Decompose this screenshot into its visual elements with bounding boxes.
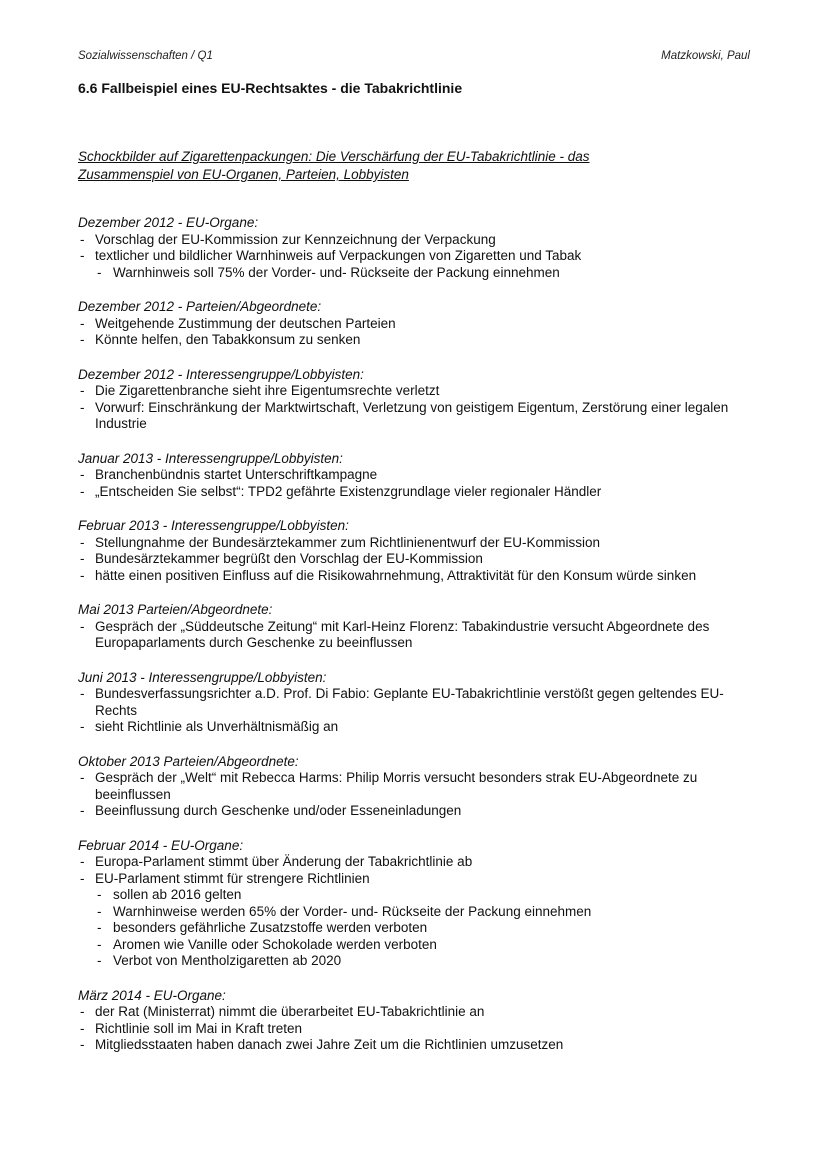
document-subtitle	[78, 148, 718, 184]
list-item: - Bundesverfassungsrichter a.D. Prof. Di Fabio: Geplante EU-Tabakrichtlinie verstößt gegen geltendes EU-Rechts	[78, 686, 758, 719]
header-author: Matzkowski, Paul	[661, 50, 750, 62]
list-item: - EU-Parlament stimmt für strengere Richtlinien	[78, 871, 758, 888]
list-item: - Könnte helfen, den Tabakkonsum zu senken	[78, 332, 758, 349]
header-subject: Sozialwissenschaften / Q1	[78, 50, 213, 62]
bullet-list	[78, 854, 758, 970]
section-jan-2013-lobbyists	[78, 451, 758, 501]
sub-list-item: - besonders gefährliche Zusatzstoffe werden verboten	[78, 920, 758, 937]
timeline-content	[78, 215, 758, 1072]
section-oct-2013-parties	[78, 754, 758, 820]
section-mar-2014-eu-organs	[78, 988, 758, 1054]
list-item: - „Entscheiden Sie selbst“: TPD2 gefährte Existenzgrundlage vieler regionaler Händler	[78, 484, 758, 501]
list-item: - sieht Richtlinie als Unverhältnismäßig an	[78, 719, 758, 736]
bullet-list	[78, 232, 758, 282]
list-item: - Mitgliedsstaaten haben danach zwei Jahre Zeit um die Richtlinien umzusetzen	[78, 1037, 758, 1054]
bullet-list	[78, 1004, 758, 1054]
section-heading: Dezember 2012 - EU-Organe:	[78, 215, 259, 230]
section-dec-2012-eu-organs	[78, 215, 758, 281]
bullet-list	[78, 686, 758, 736]
section-jun-2013-lobbyists	[78, 670, 758, 736]
bullet-list	[78, 535, 758, 585]
bullet-list	[78, 316, 758, 349]
section-dec-2012-parties	[78, 299, 758, 349]
section-heading: Dezember 2012 - Interessengruppe/Lobbyisten:	[78, 366, 364, 382]
list-item: - Branchenbündnis startet Unterschriftkampagne	[78, 467, 758, 484]
list-item: - Richtlinie soll im Mai in Kraft treten	[78, 1021, 758, 1038]
list-item: - Stellungnahme der Bundesärztekammer zum Richtlinienentwurf der EU-Kommission	[78, 535, 758, 552]
list-item: - hätte einen positiven Einfluss auf die Risikowahrnehmung, Attraktivität für den Konsum würde sinken	[78, 568, 758, 585]
section-heading: Mai 2013 Parteien/Abgeordnete:	[78, 602, 273, 617]
section-heading: Januar 2013 - Interessengruppe/Lobbyisten:	[78, 450, 343, 466]
list-item: - Weitgehende Zustimmung der deutschen Parteien	[78, 316, 758, 333]
sub-list-item: - Warnhinweis soll 75% der Vorder- und- Rückseite der Packung einnehmen	[78, 265, 758, 282]
section-heading: Februar 2014 - EU-Organe:	[78, 837, 244, 853]
sub-list-item: - Verbot von Mentholzigaretten ab 2020	[78, 953, 758, 970]
section-may-2013-parties	[78, 602, 758, 652]
subtitle-line-2: Zusammenspiel von EU-Organen, Parteien, Lobbyisten	[78, 167, 409, 182]
subtitle-line-1: Schockbilder auf Zigarettenpackungen: Die Verschärfung der EU-Tabakrichtlinie - das	[78, 149, 590, 164]
list-item: - Vorwurf: Einschränkung der Marktwirtschaft, Verletzung von geistigem Eigentum, Zerstörung einer legalen Industrie	[78, 400, 758, 433]
bullet-list	[78, 770, 758, 820]
section-feb-2014-eu-organs	[78, 838, 758, 970]
section-heading: Oktober 2013 Parteien/Abgeordnete:	[78, 753, 299, 769]
bullet-list	[78, 467, 758, 500]
bullet-list	[78, 619, 758, 652]
page-title: 6.6 Fallbeispiel eines EU-Rechtsaktes - die Tabakrichtlinie	[78, 80, 463, 96]
section-heading: Dezember 2012 - Parteien/Abgeordnete:	[78, 299, 322, 314]
page-header	[78, 50, 750, 62]
sub-list-item: - sollen ab 2016 gelten	[78, 887, 758, 904]
list-item: - Beeinflussung durch Geschenke und/oder Esseneinladungen	[78, 803, 758, 820]
list-item: - Vorschlag der EU-Kommission zur Kennzeichnung der Verpackung	[78, 232, 758, 249]
bullet-list	[78, 383, 758, 433]
list-item: - Bundesärztekammer begrüßt den Vorschlag der EU-Kommission	[78, 551, 758, 568]
list-item: - Europa-Parlament stimmt über Änderung der Tabakrichtlinie ab	[78, 854, 758, 871]
section-dec-2012-lobbyists	[78, 367, 758, 433]
sub-list-item: - Warnhinweise werden 65% der Vorder- und- Rückseite der Packung einnehmen	[78, 904, 758, 921]
list-item: - der Rat (Ministerrat) nimmt die überarbeitet EU-Tabakrichtlinie an	[78, 1004, 758, 1021]
list-item: - Gespräch der „Welt“ mit Rebecca Harms: Philip Morris versucht besonders strak EU-Abgeordnete zu beeinflussen	[78, 770, 758, 803]
list-item: - Gespräch der „Süddeutsche Zeitung“ mit Karl-Heinz Florenz: Tabakindustrie versucht Abgeordnete des Europaparlaments durch Geschenke zu beeinflussen	[78, 619, 758, 652]
sub-list-item: - Aromen wie Vanille oder Schokolade werden verboten	[78, 937, 758, 954]
section-heading: Juni 2013 - Interessengruppe/Lobbyisten:	[78, 669, 327, 685]
section-heading: März 2014 - EU-Organe:	[78, 987, 226, 1003]
list-item: - Die Zigarettenbranche sieht ihre Eigentumsrechte verletzt	[78, 383, 758, 400]
section-heading: Februar 2013 - Interessengruppe/Lobbyisten:	[78, 518, 349, 533]
section-feb-2013-lobbyists	[78, 518, 758, 584]
list-item: - textlicher und bildlicher Warnhinweis auf Verpackungen von Zigaretten und Tabak	[78, 248, 758, 265]
